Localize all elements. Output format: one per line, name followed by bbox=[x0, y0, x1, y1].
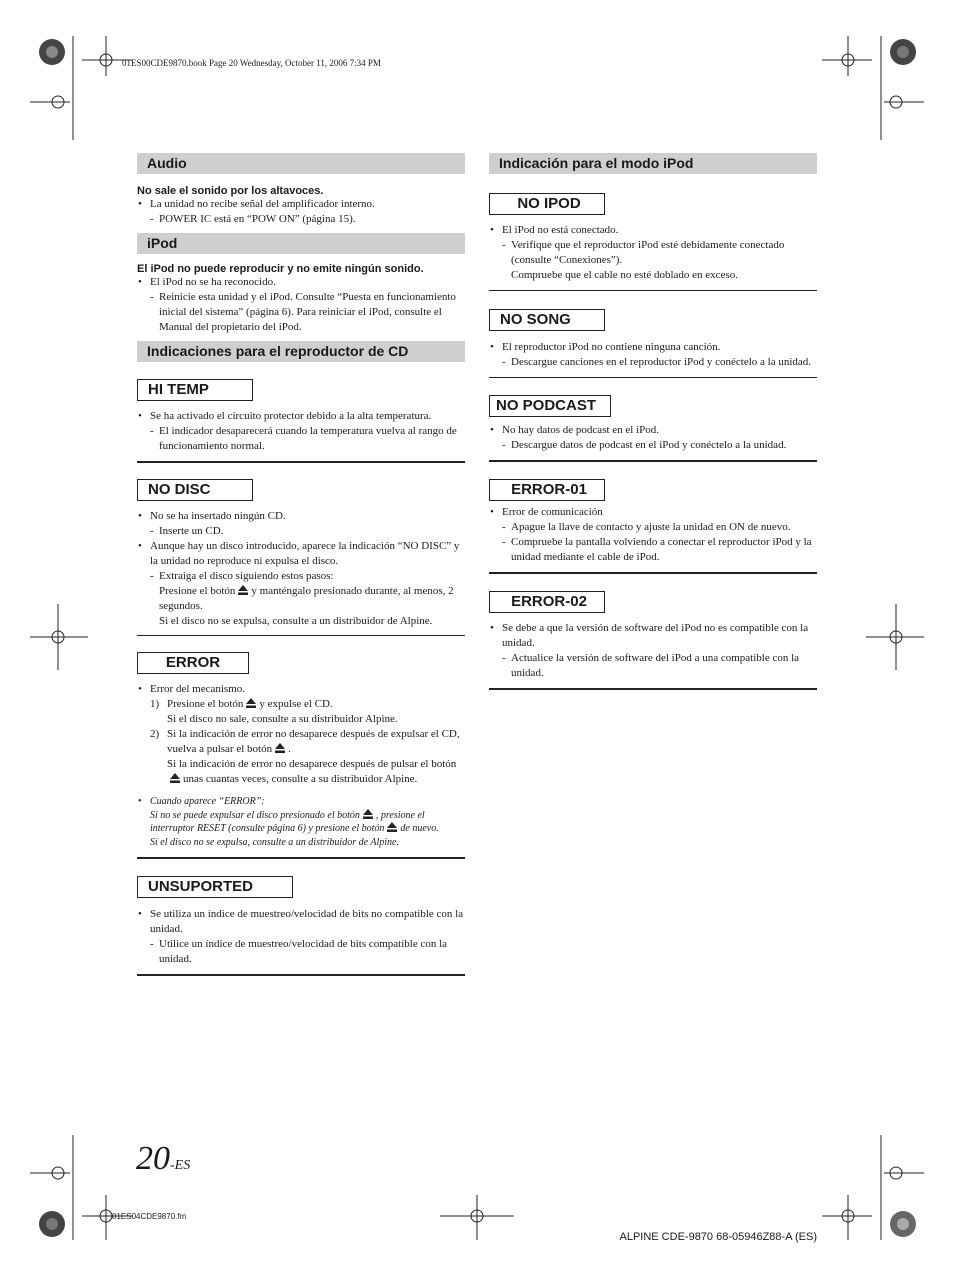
section-cd-title: Indicaciones para el reproductor de CD bbox=[137, 341, 465, 362]
nosong-cause: • El reproductor iPod no contiene ninguna canción. bbox=[489, 340, 817, 355]
noipod-indicator: NO IPOD bbox=[489, 193, 605, 215]
hitemp-cause: • Se ha activado el circuito protector debido a la alta temperatura. bbox=[137, 409, 465, 424]
eject-icon bbox=[170, 773, 180, 783]
error02-remedy: - Actualice la versión de software del iPod a una compatible con la unidad. bbox=[489, 651, 817, 681]
ipod-remedy: - Reinicie esta unidad y el iPod. Consulte “Puesta en funcionamiento inicial del sistema” (página 6). Para reiniciar el iPod, consulte el Manual del propietario del iPod. bbox=[137, 290, 465, 335]
nodisc-step: Presione el botón y manténgalo presionado durante, al menos, 2 segundos. bbox=[159, 585, 454, 612]
nodisc-cause-1: • No se ha insertado ningún CD. bbox=[137, 509, 465, 524]
error02-indicator: ERROR-02 bbox=[489, 591, 605, 613]
nodisc-remedy-2: - Extraiga el disco siguiendo estos pasos: bbox=[137, 569, 465, 584]
nodisc-remedy-1: - Inserte un CD. bbox=[137, 524, 465, 539]
error01-remedy-2: - Compruebe la pantalla volviendo a conectar el reproductor iPod y la unidad mediante el cable de iPod. bbox=[489, 535, 817, 565]
audio-problem: No sale el sonido por los altavoces. bbox=[137, 185, 324, 197]
error-note-title: • Cuando aparece “ERROR”: bbox=[137, 795, 465, 809]
error-note-1: Si no se puede expulsar el disco presionado el botón , presione el interruptor RESET (consulte página 6) y presione el botón de nuevo. bbox=[150, 809, 439, 834]
divider bbox=[489, 572, 817, 574]
error-step-1-note: Si el disco no sale, consulte a su distribuidor Alpine. bbox=[167, 713, 398, 725]
noipod-remedy-2: Compruebe que el cable no esté doblado en exceso. bbox=[511, 269, 738, 281]
error-indicator: ERROR bbox=[137, 652, 249, 674]
divider bbox=[137, 461, 465, 463]
section-ipod-title: iPod bbox=[137, 233, 465, 254]
nopodcast-remedy: - Descargue datos de podcast en el iPod y conéctelo a la unidad. bbox=[489, 438, 817, 453]
right-column bbox=[489, 153, 817, 690]
noipod-cause: • El iPod no está conectado. bbox=[489, 223, 817, 238]
nopodcast-cause: • No hay datos de podcast en el iPod. bbox=[489, 423, 817, 438]
nosong-indicator: NO SONG bbox=[489, 309, 605, 331]
divider bbox=[489, 290, 817, 291]
ipod-problem: El iPod no puede reproducir y no emite ningún sonido. bbox=[137, 263, 424, 275]
noipod-remedy: - Verifique que el reproductor iPod esté debidamente conectado (consulte “Conexiones”). bbox=[489, 238, 817, 268]
unsuported-indicator: UNSUPORTED bbox=[137, 876, 293, 898]
eject-icon bbox=[275, 743, 285, 753]
nodisc-contact: Si el disco no se expulsa, consulte a un distribuidor de Alpine. bbox=[159, 615, 433, 627]
audio-remedy: - POWER IC está en “POW ON” (página 15). bbox=[137, 212, 465, 227]
eject-icon bbox=[387, 822, 397, 832]
section-audio-title: Audio bbox=[137, 153, 465, 174]
error-step-1: 1) Presione el botón y expulse el CD. bbox=[150, 698, 333, 710]
footer-file: 01ES04CDE9870.fm bbox=[112, 1212, 187, 1221]
footer-model: ALPINE CDE-9870 68-05946Z88-A (ES) bbox=[619, 1231, 817, 1243]
eject-icon bbox=[238, 585, 248, 595]
nopodcast-indicator: NO PODCAST bbox=[489, 395, 611, 417]
error-step-2-note: Si la indicación de error no desaparece después de pulsar el botónunas cuantas veces, consulte a su distribuidor Alpine. bbox=[167, 758, 457, 785]
error01-indicator: ERROR-01 bbox=[489, 479, 605, 501]
hitemp-remedy: - El indicador desaparecerá cuando la temperatura vuelva al rango de funcionamiento normal. bbox=[137, 424, 465, 454]
error-step-2: 2) Si la indicación de error no desaparece después de expulsar el CD, vuelva a pulsar el botón . bbox=[150, 728, 460, 755]
eject-icon bbox=[363, 809, 373, 819]
nodisc-indicator: NO DISC bbox=[137, 479, 253, 501]
divider bbox=[489, 688, 817, 690]
divider bbox=[489, 377, 817, 378]
divider bbox=[137, 974, 465, 976]
error01-remedy-1: - Apague la llave de contacto y ajuste la unidad en ON de nuevo. bbox=[489, 520, 817, 535]
unsuported-remedy: - Utilice un índice de muestreo/velocidad de bits compatible con la unidad. bbox=[137, 937, 465, 967]
divider bbox=[137, 635, 465, 636]
print-file-info: 01ES00CDE9870.book Page 20 Wednesday, October 11, 2006 7:34 PM bbox=[122, 58, 381, 68]
error-cause: • Error del mecanismo. bbox=[137, 682, 465, 697]
audio-cause: • La unidad no recibe señal del amplificador interno. bbox=[137, 197, 465, 212]
page-number: 20-ES bbox=[136, 1140, 191, 1177]
nodisc-cause-2: • Aunque hay un disco introducido, aparece la indicación “NO DISC” y la unidad no reproduce ni expulsa el disco. bbox=[137, 539, 465, 569]
nosong-remedy: - Descargue canciones en el reproductor iPod y conéctelo a la unidad. bbox=[489, 355, 817, 370]
divider bbox=[137, 857, 465, 859]
error02-cause: • Se debe a que la versión de software del iPod no es compatible con la unidad. bbox=[489, 621, 817, 651]
divider bbox=[489, 460, 817, 462]
left-column bbox=[137, 153, 465, 976]
hitemp-indicator: HI TEMP bbox=[137, 379, 253, 401]
ipod-cause: • El iPod no se ha reconocido. bbox=[137, 275, 465, 290]
section-ipod-mode-title: Indicación para el modo iPod bbox=[489, 153, 817, 174]
error01-cause: • Error de comunicación bbox=[489, 505, 817, 520]
unsuported-cause: • Se utiliza un índice de muestreo/velocidad de bits no compatible con la unidad. bbox=[137, 907, 465, 937]
eject-icon bbox=[246, 698, 256, 708]
error-note-2: Si el disco no se expulsa, consulte a un distribuidor de Alpine. bbox=[150, 836, 399, 848]
